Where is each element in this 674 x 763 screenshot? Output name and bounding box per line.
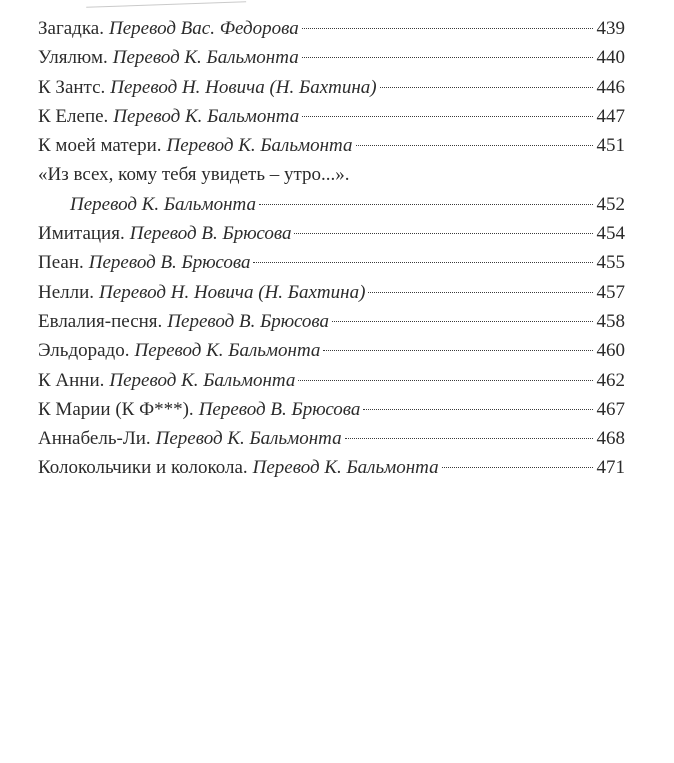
entry-title: Колокольчики и колокола. (38, 457, 248, 479)
entry-translator: Перевод К. Бальмонта (155, 428, 342, 450)
toc-entry[interactable] (38, 219, 625, 248)
dot-leader (302, 116, 592, 117)
entry-translator: Перевод К. Бальмонта (70, 193, 256, 215)
dot-leader (259, 204, 593, 205)
toc-entry[interactable] (38, 366, 625, 395)
dot-leader (332, 321, 592, 322)
entry-page-number: 439 (596, 18, 625, 39)
dot-leader (380, 87, 593, 88)
toc-entry[interactable] (38, 307, 625, 336)
entry-page-number: 467 (596, 398, 625, 420)
entry-page-number: 447 (596, 105, 625, 127)
entry-title: К Елепе. (38, 105, 109, 127)
entry-translator: Перевод Н. Новича (Н. Бахтина) (110, 76, 377, 98)
toc-entry-title-line[interactable] (38, 160, 625, 189)
entry-page-number: 462 (596, 369, 625, 391)
toc-entry[interactable] (38, 102, 625, 131)
dot-leader (253, 262, 592, 263)
toc-entry[interactable] (38, 131, 625, 160)
entry-page-number: 460 (596, 340, 625, 362)
entry-page-number: 446 (596, 76, 625, 98)
toc-entry[interactable] (38, 395, 625, 424)
entry-translator: Перевод Вас. Федорова (108, 18, 299, 39)
entry-translator: Перевод Н. Новича (Н. Бахтина) (99, 281, 366, 303)
entry-title: Улялюм. (38, 47, 108, 69)
entry-page-number: 455 (596, 252, 625, 274)
entry-translator: Перевод В. Брюсова (129, 223, 292, 245)
entry-title: Имитация. (38, 223, 125, 245)
dot-leader (302, 28, 593, 29)
entry-title: Загадка. (38, 18, 104, 39)
entry-page-number: 452 (596, 193, 625, 215)
dot-leader (294, 233, 592, 234)
entry-page-number: 451 (596, 135, 625, 157)
entry-translator: Перевод К. Бальмонта (134, 340, 321, 362)
dot-leader (368, 292, 592, 293)
toc-entry[interactable] (38, 248, 625, 277)
entry-title: К Марии (К Ф***). (38, 398, 194, 420)
entry-title: К Зантс. (38, 76, 106, 98)
dot-leader (363, 409, 592, 410)
entry-title: Аннабель-Ли. (38, 428, 151, 450)
entry-page-number: 440 (596, 47, 625, 69)
entry-translator: Перевод К. Бальмонта (112, 47, 299, 69)
entry-title: К моей матери. (38, 135, 162, 157)
entry-title: Евлалия-песня. (38, 310, 163, 332)
entry-title: Пеан. (38, 252, 84, 274)
entry-page-number: 458 (596, 310, 625, 332)
toc-entry[interactable] (38, 278, 625, 307)
page-edge-mark (86, 0, 246, 8)
toc-entry[interactable] (38, 14, 625, 43)
entry-translator: Перевод К. Бальмонта (166, 135, 353, 157)
entry-page-number: 468 (596, 428, 625, 450)
entry-page-number: 454 (596, 223, 625, 245)
dot-leader (302, 57, 593, 58)
entry-translator: Перевод К. Бальмонта (109, 369, 296, 391)
entry-title: Нелли. (38, 281, 95, 303)
entry-page-number: 457 (596, 281, 625, 303)
entry-translator: Перевод К. Бальмонта (252, 457, 439, 479)
entry-translator: Перевод В. Брюсова (167, 310, 330, 332)
entry-page-number: 471 (596, 457, 625, 479)
entry-translator: Перевод В. Брюсова (88, 252, 251, 274)
entry-translator: Перевод К. Бальмонта (113, 105, 300, 127)
toc-entry[interactable] (38, 424, 625, 453)
entry-title: Эльдорадо. (38, 340, 130, 362)
toc-entry[interactable] (38, 336, 625, 365)
entry-title: «Из всех, кому тебя увидеть – утро...». (38, 164, 350, 186)
toc-entry[interactable] (38, 453, 625, 482)
dot-leader (356, 145, 593, 146)
entry-title: К Анни. (38, 369, 105, 391)
dot-leader (442, 467, 593, 468)
dot-leader (345, 438, 593, 439)
entry-translator: Перевод В. Брюсова (198, 398, 361, 420)
dot-leader (323, 350, 592, 351)
table-of-contents (38, 14, 625, 483)
toc-entry[interactable] (38, 73, 625, 102)
toc-entry-continuation[interactable] (38, 190, 625, 219)
toc-entry[interactable] (38, 43, 625, 72)
dot-leader (298, 380, 592, 381)
